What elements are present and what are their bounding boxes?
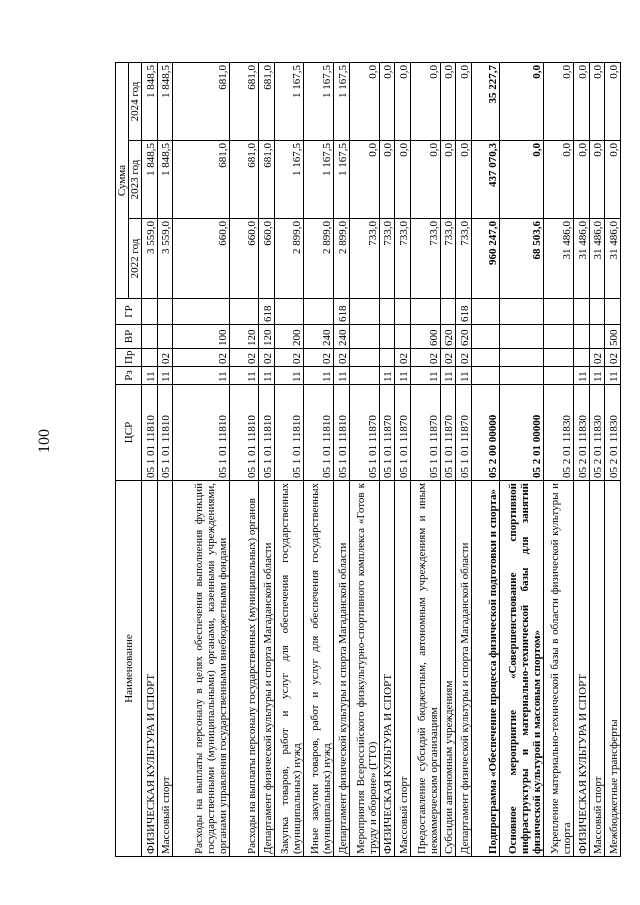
row-gr: [574, 299, 590, 325]
table-row: [349, 62, 379, 856]
row-vr: [589, 325, 605, 349]
row-rz: 11: [274, 367, 304, 385]
row-pr: 02: [440, 349, 456, 367]
row-pr: [574, 349, 590, 367]
table-row: [230, 62, 259, 856]
row-csr: 05 1 01 11870: [349, 385, 379, 481]
page-number: 100: [36, 429, 53, 453]
row-gr: [379, 299, 395, 325]
table-row: [274, 62, 304, 856]
row-sum-2023: 0,0: [349, 141, 379, 219]
row-vr: 100: [173, 325, 230, 349]
row-gr: [410, 299, 440, 325]
row-pr: [500, 349, 544, 367]
row-name: Департамент физической культуры и спорта Магаданской области: [456, 481, 472, 857]
table-row: [304, 62, 334, 856]
header-vr: ВР: [116, 325, 142, 349]
row-gr: 618: [334, 299, 350, 325]
row-pr: 02: [274, 349, 304, 367]
row-gr: [173, 299, 230, 325]
row-sum-2024: 0,0: [456, 62, 472, 140]
row-rz: 11: [605, 367, 621, 385]
row-sum-2023: 0,0: [574, 141, 590, 219]
table-row: [259, 62, 275, 856]
row-csr: 05 1 01 11810: [334, 385, 350, 481]
row-gr: [230, 299, 259, 325]
row-sum-2024: 1 167,5: [334, 62, 350, 140]
row-sum-2023: 0,0: [379, 141, 395, 219]
row-name: Мероприятия Всероссийского физкультурно-спортивного комплекса «Готов к труду и обороне» (ГТО): [349, 481, 379, 857]
row-csr: 05 1 01 11810: [274, 385, 304, 481]
header-year-2023: 2023 год: [129, 141, 142, 219]
row-csr: 05 1 01 11870: [379, 385, 395, 481]
row-rz: 11: [142, 367, 158, 385]
row-sum-2024: 0,0: [349, 62, 379, 140]
header-pr: Пр: [116, 349, 142, 367]
row-sum-2024: 1 848,5: [157, 62, 173, 140]
row-rz: 11: [410, 367, 440, 385]
row-gr: 618: [456, 299, 472, 325]
row-rz: 11: [173, 367, 230, 385]
row-vr: [157, 325, 173, 349]
row-vr: [574, 325, 590, 349]
row-name: Субсидии автономным учреждениям: [440, 481, 456, 857]
table-row: [334, 62, 350, 856]
row-sum-2022: 660,0: [173, 219, 230, 299]
table-row: [605, 62, 621, 856]
row-csr: 05 1 01 11810: [142, 385, 158, 481]
row-gr: [544, 299, 574, 325]
row-pr: 02: [173, 349, 230, 367]
row-vr: 120: [259, 325, 275, 349]
row-name: Массовый спорт: [589, 481, 605, 857]
row-pr: 02: [456, 349, 472, 367]
row-gr: [589, 299, 605, 325]
row-rz: 11: [440, 367, 456, 385]
row-rz: 11: [334, 367, 350, 385]
row-sum-2022: 733,0: [410, 219, 440, 299]
table-row: [395, 62, 411, 856]
row-name: Расходы на выплаты персоналу государственных (муниципальных) органов: [230, 481, 259, 857]
header-gr: ГР: [116, 299, 142, 325]
row-csr: 05 1 01 11810: [173, 385, 230, 481]
row-csr: 05 1 01 11870: [395, 385, 411, 481]
table-row: [410, 62, 440, 856]
row-sum-2024: 0,0: [410, 62, 440, 140]
row-rz: 11: [379, 367, 395, 385]
table-row: [471, 62, 500, 856]
row-csr: 05 2 00 00000: [471, 385, 500, 481]
row-sum-2022: 3 559,0: [157, 219, 173, 299]
row-name: Закупка товаров, работ и услуг для обеспечения государственных (муниципальных) нужд: [274, 481, 304, 857]
row-rz: 11: [589, 367, 605, 385]
row-sum-2023: 1 848,5: [142, 141, 158, 219]
row-pr: [544, 349, 574, 367]
row-csr: 05 1 01 11810: [230, 385, 259, 481]
row-pr: 02: [259, 349, 275, 367]
row-sum-2022: 2 899,0: [274, 219, 304, 299]
row-sum-2024: 0,0: [395, 62, 411, 140]
row-csr: 05 2 01 11830: [574, 385, 590, 481]
row-rz: 11: [259, 367, 275, 385]
table-row: [456, 62, 472, 856]
row-pr: 02: [605, 349, 621, 367]
row-name: Иные закупки товаров, работ и услуг для обеспечения государственных (муниципальных) нужд: [304, 481, 334, 857]
row-rz: 11: [304, 367, 334, 385]
row-vr: [142, 325, 158, 349]
row-sum-2023: 681,0: [173, 141, 230, 219]
row-name: Массовый спорт: [157, 481, 173, 857]
row-sum-2023: 1 167,5: [334, 141, 350, 219]
row-gr: [274, 299, 304, 325]
row-vr: 620: [456, 325, 472, 349]
row-vr: [500, 325, 544, 349]
row-sum-2023: 0,0: [544, 141, 574, 219]
table-row: [379, 62, 395, 856]
row-pr: 02: [410, 349, 440, 367]
row-sum-2024: 1 848,5: [142, 62, 158, 140]
table-row: [173, 62, 230, 856]
row-sum-2024: 0,0: [544, 62, 574, 140]
header-row-1: [116, 62, 129, 856]
row-gr: [349, 299, 379, 325]
row-csr: 05 1 01 11810: [157, 385, 173, 481]
table-row: [142, 62, 158, 856]
header-year-2024: 2024 год: [129, 62, 142, 140]
row-pr: 02: [589, 349, 605, 367]
row-name: Массовый спорт: [395, 481, 411, 857]
budget-table: [115, 62, 621, 857]
row-vr: [395, 325, 411, 349]
row-csr: 05 2 01 00000: [500, 385, 544, 481]
row-sum-2022: 960 247,0: [471, 219, 500, 299]
row-sum-2023: 681,0: [230, 141, 259, 219]
row-gr: [471, 299, 500, 325]
row-sum-2023: 0,0: [440, 141, 456, 219]
budget-table-container: [115, 63, 621, 857]
row-rz: [471, 367, 500, 385]
row-sum-2023: 0,0: [500, 141, 544, 219]
row-pr: 02: [334, 349, 350, 367]
row-gr: [395, 299, 411, 325]
row-sum-2024: 1 167,5: [274, 62, 304, 140]
row-pr: 02: [157, 349, 173, 367]
row-gr: [157, 299, 173, 325]
row-gr: [605, 299, 621, 325]
row-rz: 11: [574, 367, 590, 385]
row-csr: 05 2 01 11830: [544, 385, 574, 481]
row-csr: 05 1 01 11870: [456, 385, 472, 481]
row-vr: [471, 325, 500, 349]
row-sum-2022: 2 899,0: [304, 219, 334, 299]
row-sum-2023: 1 167,5: [274, 141, 304, 219]
row-sum-2024: 0,0: [500, 62, 544, 140]
row-sum-2023: 1 848,5: [157, 141, 173, 219]
row-pr: 02: [230, 349, 259, 367]
row-vr: [349, 325, 379, 349]
row-csr: 05 1 01 11810: [304, 385, 334, 481]
row-vr: [379, 325, 395, 349]
header-sum: Сумма: [116, 62, 129, 298]
row-pr: 02: [304, 349, 334, 367]
row-pr: 02: [395, 349, 411, 367]
row-sum-2022: 733,0: [456, 219, 472, 299]
row-name: Укрепление материально-технической базы в области физической культуры и спорта: [544, 481, 574, 857]
row-sum-2022: 733,0: [349, 219, 379, 299]
row-rz: 11: [230, 367, 259, 385]
row-gr: [500, 299, 544, 325]
row-name: Департамент физической культуры и спорта Магаданской области: [334, 481, 350, 857]
row-pr: [471, 349, 500, 367]
row-rz: [544, 367, 574, 385]
row-vr: 200: [274, 325, 304, 349]
row-gr: 618: [259, 299, 275, 325]
row-rz: 11: [157, 367, 173, 385]
row-name: ФИЗИЧЕСКАЯ КУЛЬТУРА И СПОРТ: [574, 481, 590, 857]
row-rz: [500, 367, 544, 385]
row-sum-2024: 681,0: [259, 62, 275, 140]
row-sum-2022: 3 559,0: [142, 219, 158, 299]
row-sum-2022: 68 503,6: [500, 219, 544, 299]
row-vr: 120: [230, 325, 259, 349]
row-vr: [544, 325, 574, 349]
row-sum-2022: 660,0: [259, 219, 275, 299]
row-gr: [142, 299, 158, 325]
row-sum-2024: 0,0: [605, 62, 621, 140]
row-sum-2022: 31 486,0: [589, 219, 605, 299]
row-sum-2023: 1 167,5: [304, 141, 334, 219]
row-name: Предоставление субсидий бюджетным, автономным учреждениям и иным некоммерческим организациям: [410, 481, 440, 857]
row-sum-2024: 681,0: [230, 62, 259, 140]
row-name: Подпрограмма «Обеспечение процесса физической подготовки и спорта»: [471, 481, 500, 857]
header-rz: Рз: [116, 367, 142, 385]
row-vr: 500: [605, 325, 621, 349]
row-sum-2024: 681,0: [173, 62, 230, 140]
row-sum-2022: 31 486,0: [605, 219, 621, 299]
row-sum-2024: 35 227,7: [471, 62, 500, 140]
row-sum-2022: 733,0: [395, 219, 411, 299]
row-name: Расходы на выплаты персоналу в целях обеспечения выполнения функций государственными (муниципальными) органами, казенными учреждениями, органами управления государственными внебюджетными фондами: [173, 481, 230, 857]
table-body: [142, 62, 621, 856]
row-gr: [304, 299, 334, 325]
row-csr: 05 1 01 11870: [440, 385, 456, 481]
row-name: ФИЗИЧЕСКАЯ КУЛЬТУРА И СПОРТ: [142, 481, 158, 857]
row-sum-2024: 0,0: [589, 62, 605, 140]
row-csr: 05 1 01 11870: [410, 385, 440, 481]
row-name: Основное мероприятие «Совершенствование спортивной инфраструктуры и материально-технической базы для занятий физической культурой и массовым спортом»: [500, 481, 544, 857]
table-row: [157, 62, 173, 856]
row-sum-2023: 0,0: [456, 141, 472, 219]
row-sum-2023: 0,0: [589, 141, 605, 219]
row-name: Межбюджетные трансферты: [605, 481, 621, 857]
table-row: [544, 62, 574, 856]
table-row: [574, 62, 590, 856]
row-name: ФИЗИЧЕСКАЯ КУЛЬТУРА И СПОРТ: [379, 481, 395, 857]
row-gr: [440, 299, 456, 325]
row-rz: [349, 367, 379, 385]
header-name: Наименование: [116, 481, 142, 857]
row-pr: [379, 349, 395, 367]
row-sum-2022: 31 486,0: [544, 219, 574, 299]
row-sum-2023: 0,0: [395, 141, 411, 219]
header-year-2022: 2022 год: [129, 219, 142, 299]
row-sum-2022: 2 899,0: [334, 219, 350, 299]
row-sum-2022: 31 486,0: [574, 219, 590, 299]
table-row: [589, 62, 605, 856]
row-csr: 05 2 01 11830: [605, 385, 621, 481]
row-sum-2024: 1 167,5: [304, 62, 334, 140]
row-vr: 240: [304, 325, 334, 349]
table-row: [500, 62, 544, 856]
row-sum-2024: 0,0: [379, 62, 395, 140]
row-csr: 05 1 01 11810: [259, 385, 275, 481]
row-sum-2022: 733,0: [379, 219, 395, 299]
row-sum-2022: 733,0: [440, 219, 456, 299]
row-pr: [142, 349, 158, 367]
row-rz: 11: [395, 367, 411, 385]
row-vr: 600: [410, 325, 440, 349]
row-vr: 240: [334, 325, 350, 349]
table-row: [440, 62, 456, 856]
row-sum-2023: 0,0: [605, 141, 621, 219]
row-rz: 11: [456, 367, 472, 385]
row-sum-2023: 0,0: [410, 141, 440, 219]
header-csr: ЦСР: [116, 385, 142, 481]
row-sum-2023: 681,0: [259, 141, 275, 219]
row-vr: 620: [440, 325, 456, 349]
row-sum-2024: 0,0: [574, 62, 590, 140]
row-pr: [349, 349, 379, 367]
row-sum-2023: 437 070,3: [471, 141, 500, 219]
row-csr: 05 2 01 11830: [589, 385, 605, 481]
row-sum-2022: 660,0: [230, 219, 259, 299]
row-name: Департамент физической культуры и спорта Магаданской области: [259, 481, 275, 857]
row-sum-2024: 0,0: [440, 62, 456, 140]
